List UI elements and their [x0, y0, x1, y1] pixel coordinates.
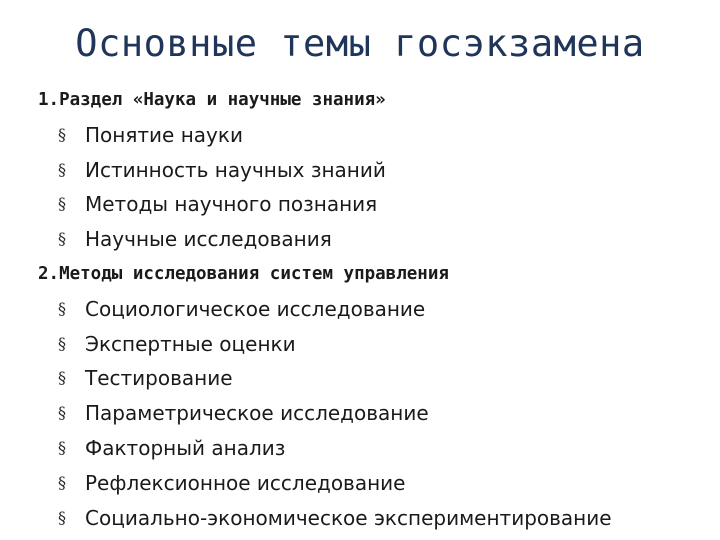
slide-title: Основные темы госэкзамена: [75, 22, 645, 65]
list-item-label: Рефлексионное исследование: [85, 470, 406, 495]
section-science: [38, 83, 708, 257]
bullet-icon: §: [58, 124, 66, 144]
topics-list: [38, 83, 708, 535]
list-item-label: Тестирование: [85, 366, 233, 391]
section-heading: 2.Методы исследования систем управления: [38, 263, 449, 284]
list-item: [38, 153, 708, 188]
list-item-label: Социологическое исследование: [85, 296, 426, 321]
bullet-icon: §: [58, 298, 66, 318]
bullet-icon: §: [58, 229, 66, 249]
list-item: [38, 292, 708, 327]
bullet-icon: §: [58, 194, 66, 214]
list-item: [38, 327, 708, 362]
list-item-label: Социально-экономическое экспериментирование: [85, 505, 612, 530]
list-item: [38, 466, 708, 501]
bullet-icon: §: [58, 403, 66, 423]
list-item: [38, 431, 708, 466]
bullet-icon: §: [58, 437, 66, 457]
list-item: [38, 396, 708, 431]
list-item: [38, 222, 708, 257]
section-heading: 1.Раздел «Наука и научные знания»: [38, 90, 386, 110]
bullet-icon: §: [58, 368, 66, 388]
bullet-icon: §: [58, 507, 66, 527]
list-item-label: Факторный анализ: [85, 435, 286, 460]
list-item-label: Понятие науки: [85, 122, 243, 147]
bullet-icon: §: [58, 472, 66, 492]
list-item-label: Параметрическое исследование: [85, 401, 429, 426]
list-item-label: Научные исследования: [85, 227, 332, 252]
list-item-label: Экспертные оценки: [85, 331, 296, 356]
bullet-icon: §: [58, 159, 66, 179]
list-item: [38, 501, 708, 536]
list-item-label: Истинность научных знаний: [85, 157, 386, 182]
list-item: [38, 361, 708, 396]
list-item: [38, 187, 708, 222]
section-items: [38, 292, 708, 536]
bullet-icon: §: [58, 333, 66, 353]
section-items: [38, 118, 708, 257]
list-item: [38, 118, 708, 153]
list-item-label: Методы научного познания: [85, 192, 378, 217]
section-methods: [38, 257, 708, 535]
